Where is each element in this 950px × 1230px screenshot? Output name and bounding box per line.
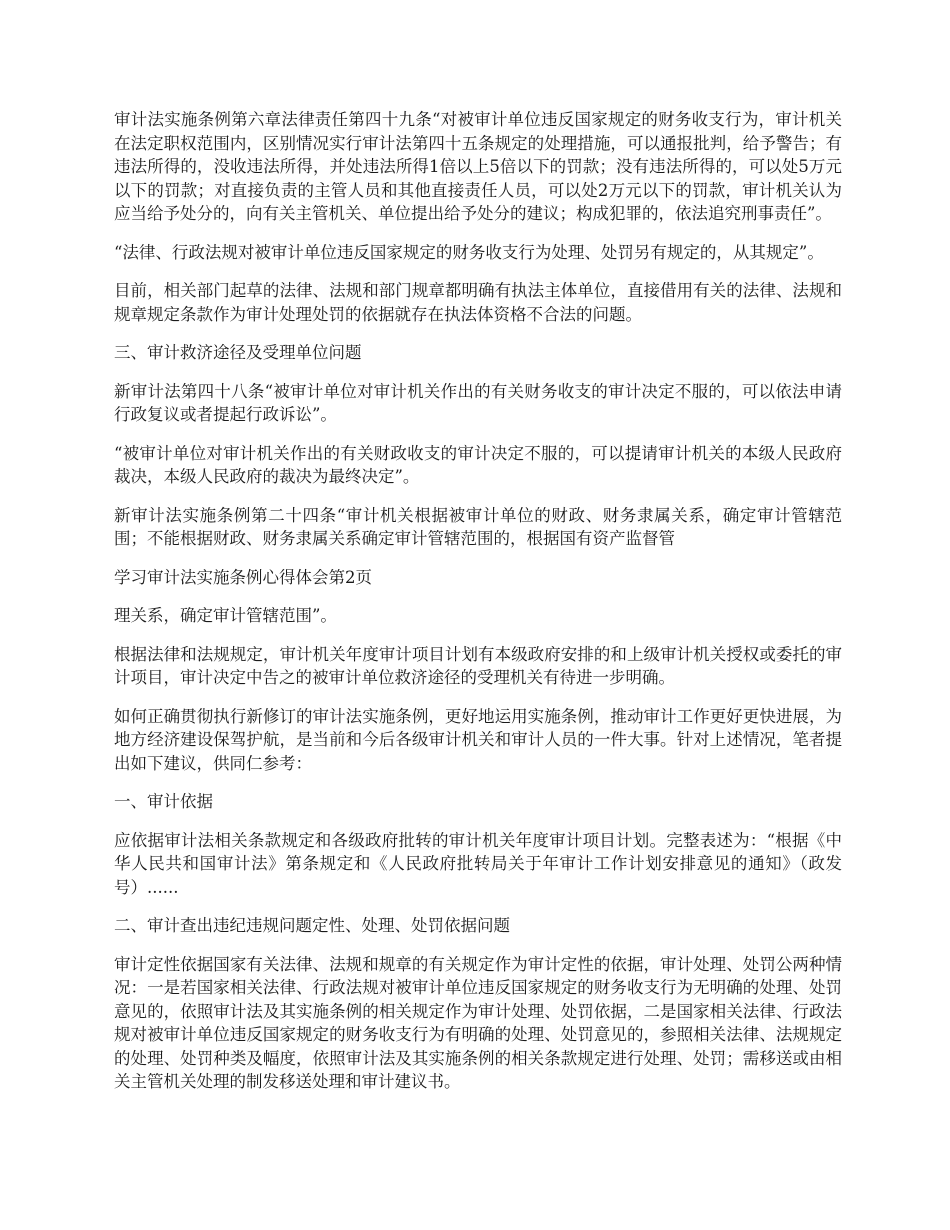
section-heading-remedy: 三、审计救济途径及受理单位问题 — [114, 343, 362, 362]
paragraph-continuation: 理关系，确定审计管辖范围”。 — [114, 606, 337, 625]
paragraph-violations-detail: 审计定性依据国家有关法律、法规和规章的有关规定作为审计定性的依据，审计处理、处罚公两种情况：一是若国家相关法律、行政法规对被审计单位违反国家规定的财务收支行为无明确的处理、处罚意见的，依照审计法及其实施条例的相关规定作为审计处理、处罚依据，二是国家相关法律、行政法规对被审计单位违反国家规定的财务收支行为有明确的处理、处罚意见的，参照相关法律、法规规定的处理、处罚种类及幅度，依照审计法及其实施条例的相关条款规定进行处理、处罚；需移送或由相关主管机关处理的制发移送处理和审计建议书。 — [114, 954, 842, 1091]
section-heading-violations: 二、审计查出违纪违规问题定性、处理、处罚依据问题 — [114, 916, 510, 935]
section-heading-basis: 一、审计依据 — [114, 792, 213, 811]
paragraph-article-48: 新审计法第四十八条“被审计单位对审计机关作出的有关财务收支的审计决定不服的，可以依法申请行政复议或者提起行政诉讼”。 — [114, 381, 842, 424]
paragraph-article-49: 审计法实施条例第六章法律责任第四十九条“对被审计单位违反国家规定的财务收支行为，审计机关在法定职权范围内，区别情况实行审计法第四十五条规定的处理措施，可以通报批判，给予警告；有违法所得的，没收违法所得，并处违法所得1倍以上5倍以下的罚款；没有违法所得的，可以处5万元以下的罚款；对直接负责的主管人员和其他直接责任人员，可以处2万元以下的罚款，审计机关认为应当给予处分的，向有关主管机关、单位提出给予处分的建议；构成犯罪的，依法追究刑事责任”。 — [114, 110, 842, 223]
paragraph-legal-basis: 根据法律和法规规定，审计机关年度审计项目计划有本级政府安排的和上级审计机关授权或委托的审计项目，审计决定中告之的被审计单位救济途径的受理机关有待进一步明确。 — [114, 644, 842, 687]
paragraph-basis-detail: 应依据审计法相关条款规定和各级政府批转的审计机关年度审计项目计划。完整表述为：“根据《中华人民共和国审计法》第条规定和《人民政府批转局关于年审计工作计划安排意见的通知》（政发号）...... — [114, 830, 842, 897]
document-page — [114, 108, 842, 1109]
paragraph-article-24: 新审计法实施条例第二十四条“审计机关根据被审计单位的财政、财务隶属关系，确定审计管辖范围；不能根据财政、财务隶属关系确定审计管辖范围的，根据国有资产监督管 — [114, 505, 842, 548]
page-footer-label: 学习审计法实施条例心得体会第2页 — [114, 567, 372, 587]
paragraph-other-rules: “法律、行政法规对被审计单位违反国家规定的财务收支行为处理、处罚另有规定的，从其规定”。 — [114, 242, 824, 262]
paragraph-suggestions: 如何正确贯彻执行新修订的审计法实施条例，更好地运用实施条例，推动审计工作更好更快进展，为地方经济建设保驾护航，是当前和今后各级审计机关和审计人员的一件大事。针对上述情况，笔者提出如下建议，供同仁参考： — [114, 706, 842, 773]
paragraph-current-status: 目前，相关部门起草的法律、法规和部门规章都明确有执法主体单位，直接借用有关的法律、法规和规章规定条款作为审计处理处罚的依据就存在执法体资格不合法的问题。 — [114, 281, 842, 324]
paragraph-ruling: “被审计单位对审计机关作出的有关财政收支的审计决定不服的，可以提请审计机关的本级人民政府裁决，本级人民政府的裁决为最终决定”。 — [114, 443, 842, 486]
